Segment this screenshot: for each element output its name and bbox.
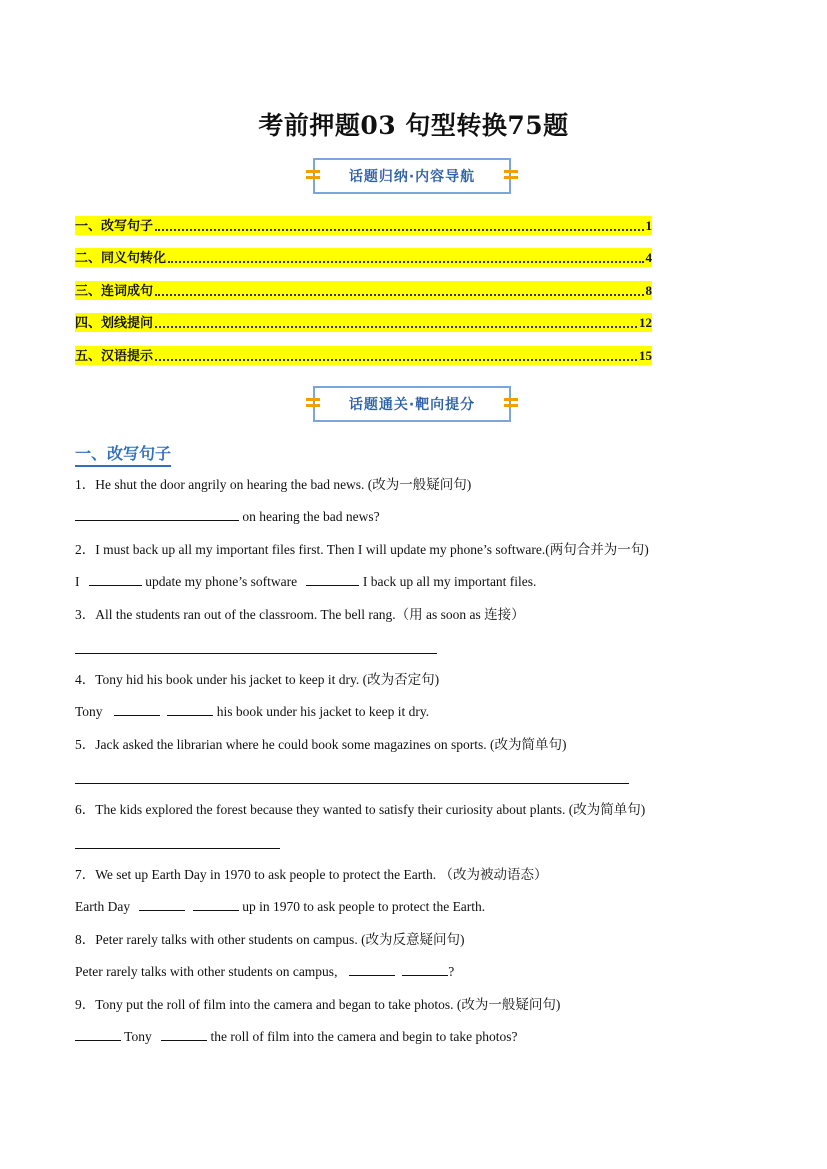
answer-blank[interactable] bbox=[139, 898, 185, 911]
toc-entry-label: 三、连词成句 bbox=[75, 284, 154, 299]
answer-blank[interactable] bbox=[75, 1028, 121, 1041]
answer-blank[interactable] bbox=[114, 703, 160, 716]
answer-blank[interactable] bbox=[167, 703, 213, 716]
toc-entry-label: 一、改写句子 bbox=[75, 219, 154, 234]
toc-entry[interactable] bbox=[75, 216, 652, 235]
toc-entry[interactable] bbox=[75, 346, 652, 365]
answer-line-3[interactable] bbox=[75, 653, 437, 654]
answer-text: up in 1970 to ask people to protect the Earth. bbox=[242, 899, 486, 914]
question-2: 2．I must back up all my important files first. Then I will update my phone’s software.(两句合并为一句) bbox=[75, 542, 649, 557]
banner-practice bbox=[313, 386, 511, 422]
toc-entry-page: 15 bbox=[639, 348, 652, 363]
toc-entry-page: 1 bbox=[645, 218, 652, 233]
toc-leader bbox=[155, 359, 637, 361]
answer-line-9 bbox=[75, 1028, 518, 1046]
answer-text: ? bbox=[448, 964, 455, 979]
question-6: 6．The kids explored the forest because they wanted to satisfy their curiosity about plants. (改为简单句) bbox=[75, 802, 646, 817]
answer-blank[interactable] bbox=[306, 573, 359, 586]
toc-entry-page: 8 bbox=[645, 283, 652, 298]
answer-text: Earth Day bbox=[75, 899, 131, 914]
answer-blank[interactable] bbox=[349, 963, 395, 976]
toc-entry-label: 五、汉语提示 bbox=[75, 349, 154, 364]
answer-line-7 bbox=[75, 898, 485, 916]
banner-content-navigation bbox=[313, 158, 511, 194]
answer-text: I back up all my important files. bbox=[362, 574, 537, 589]
toc-leader bbox=[155, 326, 637, 328]
page-title: 考前押题03 句型转换75题 bbox=[258, 111, 569, 140]
banner-left-deco-icon bbox=[306, 170, 320, 182]
answer-text: update my phone’s software bbox=[145, 574, 298, 589]
answer-text: I bbox=[75, 574, 80, 589]
question-5: 5．Jack asked the librarian where he could book some magazines on sports. (改为简单句) bbox=[75, 737, 567, 752]
banner-top-label: 话题归纳·内容导航 bbox=[348, 169, 476, 185]
answer-blank[interactable] bbox=[75, 508, 239, 521]
answer-line-6[interactable] bbox=[75, 848, 280, 849]
toc-leader bbox=[155, 229, 643, 231]
answer-line-8 bbox=[75, 963, 454, 981]
toc-entry-page: 12 bbox=[639, 315, 652, 330]
toc-leader bbox=[168, 261, 643, 263]
answer-line-1 bbox=[75, 508, 380, 526]
toc-entry[interactable] bbox=[75, 248, 652, 267]
question-3: 3．All the students ran out of the classroom. The bell rang.（用 as soon as 连接） bbox=[75, 607, 525, 622]
answer-line-4 bbox=[75, 703, 429, 721]
section-heading: 一、改写句子 bbox=[75, 441, 171, 467]
answer-text: Tony bbox=[75, 704, 103, 719]
answer-blank[interactable] bbox=[89, 573, 142, 586]
toc-entry-label: 二、同义句转化 bbox=[75, 251, 167, 266]
answer-text: Peter rarely talks with other students on campus, bbox=[75, 964, 338, 979]
answer-text: on hearing the bad news? bbox=[242, 509, 380, 524]
toc-entry[interactable] bbox=[75, 313, 652, 332]
question-9: 9．Tony put the roll of film into the camera and began to take photos. (改为一般疑问句) bbox=[75, 997, 561, 1012]
answer-text: his book under his jacket to keep it dry. bbox=[216, 704, 430, 719]
question-4: 4．Tony hid his book under his jacket to keep it dry. (改为否定句) bbox=[75, 672, 440, 687]
banner-right-deco-icon bbox=[504, 170, 518, 182]
toc-entry-label: 四、划线提问 bbox=[75, 316, 154, 331]
answer-blank[interactable] bbox=[402, 963, 448, 976]
answer-blank[interactable] bbox=[161, 1028, 207, 1041]
banner-right-deco-icon bbox=[504, 398, 518, 410]
question-1: 1．He shut the door angrily on hearing the bad news. (改为一般疑问句) bbox=[75, 477, 472, 492]
toc-entry-page: 4 bbox=[645, 250, 652, 265]
answer-blank[interactable] bbox=[193, 898, 239, 911]
banner-left-deco-icon bbox=[306, 398, 320, 410]
toc-leader bbox=[155, 294, 643, 296]
answer-line-2 bbox=[75, 573, 536, 591]
question-8: 8．Peter rarely talks with other students on campus. (改为反意疑问句) bbox=[75, 932, 465, 947]
answer-line-5[interactable] bbox=[75, 783, 629, 784]
banner-bottom-label: 话题通关·靶向提分 bbox=[348, 397, 476, 413]
answer-text: the roll of film into the camera and begin to take photos? bbox=[210, 1029, 518, 1044]
toc-entry[interactable] bbox=[75, 281, 652, 300]
question-7: 7．We set up Earth Day in 1970 to ask people to protect the Earth. （改为被动语态） bbox=[75, 867, 548, 882]
answer-text: Tony bbox=[124, 1029, 152, 1044]
